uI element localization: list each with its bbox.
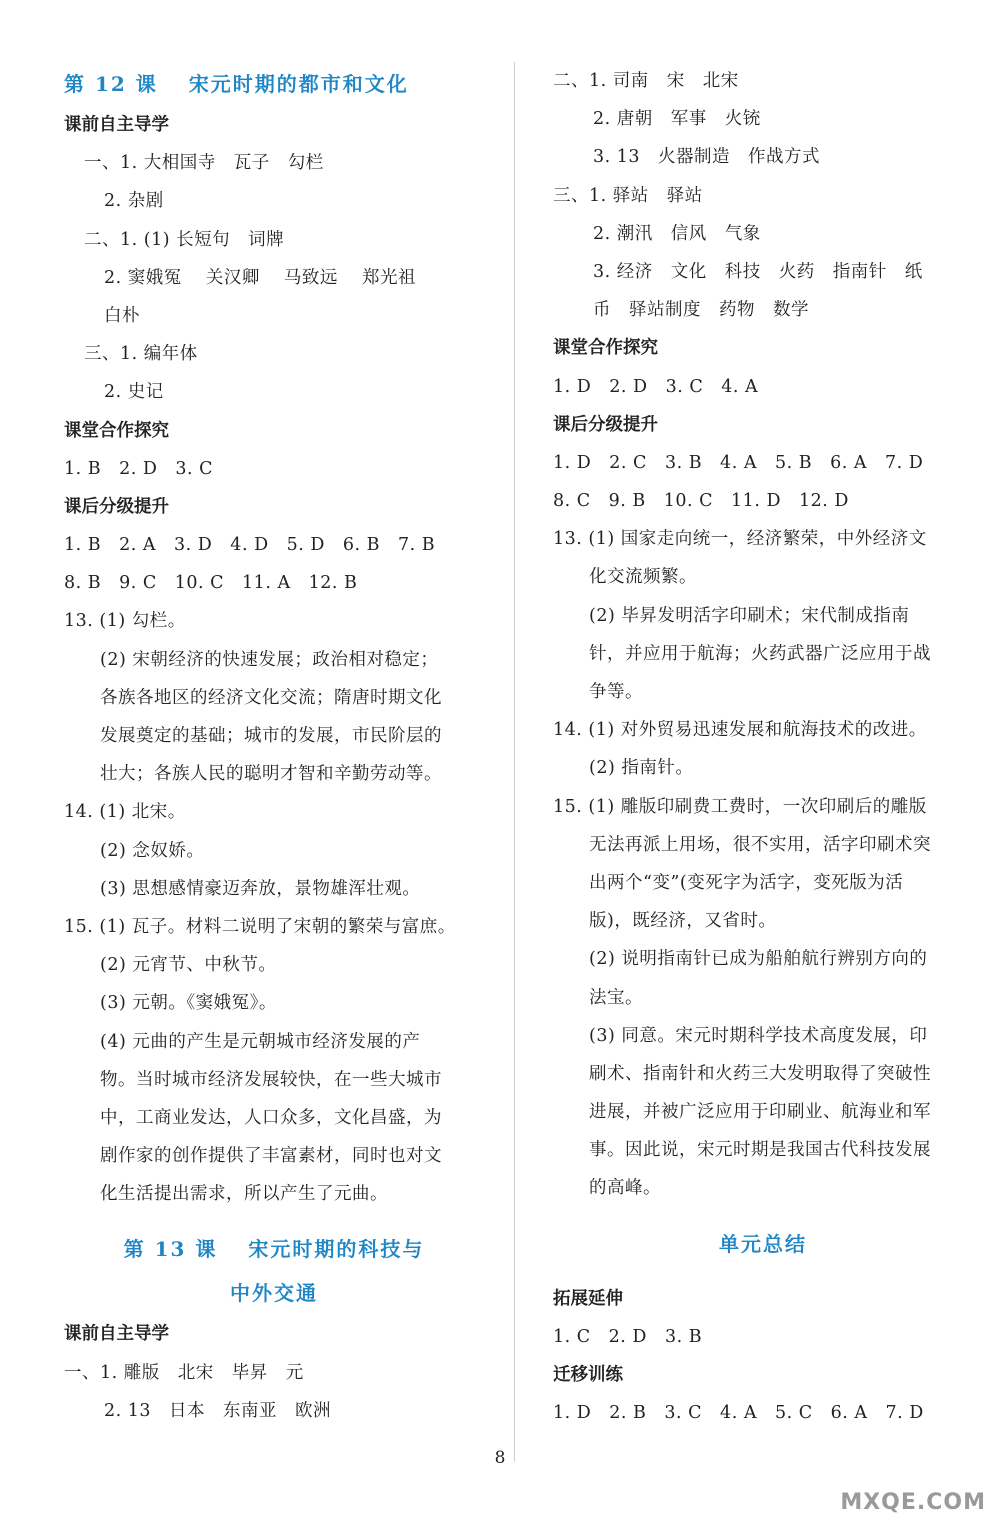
answer-line: 版)，既经济，又省时。 <box>589 911 777 932</box>
answer-line: 二、1. 司南 宋 北宋 <box>553 71 739 91</box>
answer-line: 进展，并被广泛应用于印刷业、航海业和军 <box>589 1102 931 1123</box>
answer-line: 14. (1) 北宋。 <box>64 802 186 823</box>
answer-line: 3. 经济 文化 科技 火药 指南针 纸 <box>593 261 923 282</box>
answer-line: 物。当时城市经济发展较快，在一些大城市 <box>100 1069 442 1090</box>
answer-line: 白朴 <box>104 305 140 326</box>
answer-line: (4) 元曲的产生是元朝城市经济发展的产 <box>100 1031 421 1052</box>
answer-line: 2. 杂剧 <box>104 191 164 212</box>
unit-summary-title: 单元总结 <box>719 1231 807 1256</box>
column-divider <box>514 62 515 1462</box>
answer-line: 化交流频繁。 <box>589 567 697 588</box>
answer-line: 2. 窦娥冤 关汉卿 马致远 郑光祖 <box>104 267 416 288</box>
answer-line: 2. 唐朝 军事 火铳 <box>593 109 761 130</box>
answer-line: 化生活提出需求，所以产生了元曲。 <box>100 1184 388 1205</box>
answer-line: 发展奠定的基础；城市的发展，市民阶层的 <box>100 726 442 746</box>
answer-line: 2. 史记 <box>104 382 164 403</box>
answer-line: 8. B 9. C 10. C 11. A 12. B <box>64 573 358 594</box>
answer-line: 1. D 2. C 3. B 4. A 5. B 6. A 7. D <box>553 452 924 473</box>
answer-line: 的高峰。 <box>589 1178 661 1199</box>
section-class-cooperation: 课堂合作探究 <box>64 420 169 441</box>
answer-line: (2) 宋朝经济的快速发展；政治相对稳定； <box>100 649 439 670</box>
answer-line: 15. (1) 瓦子。材料二说明了宋朝的繁荣与富庶。 <box>64 916 456 937</box>
answer-line: 币 驿站制度 药物 数学 <box>593 300 809 321</box>
answer-line: 争等。 <box>589 682 643 702</box>
answer-line: 无法再派上用场，很不实用，活字印刷术突 <box>589 834 931 855</box>
answer-line: 3. 13 火器制造 作战方式 <box>593 147 821 168</box>
answer-line: 14. (1) 对外贸易迅速发展和航海技术的改进。 <box>553 720 927 741</box>
answer-line: 二、1. (1) 长短句 词牌 <box>84 229 285 250</box>
answer-line: 1. B 2. A 3. D 4. D 5. D 6. B 7. B <box>64 535 436 556</box>
answer-line: 1. C 2. D 3. B <box>553 1326 703 1347</box>
answer-line: (2) 元宵节、中秋节。 <box>100 955 277 976</box>
answer-line: (2) 指南针。 <box>589 758 694 779</box>
answer-line: 法宝。 <box>589 987 643 1008</box>
answer-line: 中，工商业发达，人口众多，文化昌盛，为 <box>100 1107 442 1128</box>
answer-line: 13. (1) 国家走向统一，经济繁荣，中外经济文 <box>553 529 927 550</box>
answer-line: 各族各地区的经济文化交流；隋唐时期文化 <box>100 687 442 708</box>
right-column <box>553 62 973 1432</box>
answer-line: (3) 同意。宋元时期科学技术高度发展，印 <box>589 1025 928 1046</box>
page-number: 8 <box>494 1448 506 1468</box>
answer-line: 2. 13 日本 东南亚 欧洲 <box>104 1400 332 1421</box>
section-pre-class-study: 课前自主导学 <box>64 115 169 135</box>
answer-line: (2) 毕昇发明活字印刷术；宋代制成指南 <box>589 605 910 626</box>
answer-line: (2) 说明指南针已成为船舶航行辨别方向的 <box>589 949 928 970</box>
lesson-13-title: 第 13 课 宋元时期的科技与 <box>123 1237 425 1262</box>
answer-line: 8. C 9. B 10. C 11. D 12. D <box>553 491 849 512</box>
answer-line: 1. D 2. B 3. C 4. A 5. C 6. A 7. D <box>553 1403 924 1424</box>
section-extension: 拓展延伸 <box>553 1288 623 1309</box>
lesson-12-title: 第 12 课 宋元时期的都市和文化 <box>64 72 409 96</box>
section-after-class: 课后分级提升 <box>553 414 658 435</box>
answer-line: 2. 潮汛 信风 气象 <box>593 223 761 244</box>
section-after-class: 课后分级提升 <box>64 496 169 517</box>
answer-line: 出两个“变”(变死字为活字，变死版为活 <box>589 872 904 893</box>
answer-line: 三、1. 编年体 <box>84 344 198 365</box>
answer-line: 三、1. 驿站 驿站 <box>553 185 703 206</box>
answer-line: 一、1. 大相国寺 瓦子 勾栏 <box>84 153 324 174</box>
section-class-cooperation: 课堂合作探究 <box>553 338 658 359</box>
answer-line: 针，并应用于航海；火药武器广泛应用于战 <box>589 643 931 664</box>
answer-line: 剧作家的创作提供了丰富素材，同时也对文 <box>100 1146 442 1167</box>
answer-line: (2) 念奴娇。 <box>100 840 205 861</box>
answer-line: 1. D 2. D 3. C 4. A <box>553 376 759 397</box>
answer-line: 15. (1) 雕版印刷费工费时，一次印刷后的雕版 <box>553 796 927 817</box>
answer-line: 1. B 2. D 3. C <box>64 458 214 479</box>
section-pre-class-study: 课前自主导学 <box>64 1324 169 1345</box>
section-transfer-training: 迁移训练 <box>553 1365 623 1385</box>
answer-line: 壮大；各族人民的聪明才智和辛勤劳动等。 <box>100 764 442 785</box>
answer-line: 13. (1) 勾栏。 <box>64 611 186 632</box>
answer-line: 一、1. 雕版 北宋 毕昇 元 <box>64 1362 304 1383</box>
left-column <box>64 62 484 1430</box>
answer-line: 刷术、指南针和火药三大发明取得了突破性 <box>589 1063 931 1084</box>
answer-line: (3) 元朝。《窦娥冤》。 <box>100 993 277 1014</box>
answer-line: (3) 思想感情豪迈奔放，景物雄浑壮观。 <box>100 878 421 899</box>
lesson-13-title-cont: 中外交通 <box>230 1281 318 1306</box>
watermark-text: MXQE.COM <box>840 1490 986 1515</box>
answer-line: 事。因此说，宋元时期是我国古代科技发展 <box>589 1140 931 1161</box>
